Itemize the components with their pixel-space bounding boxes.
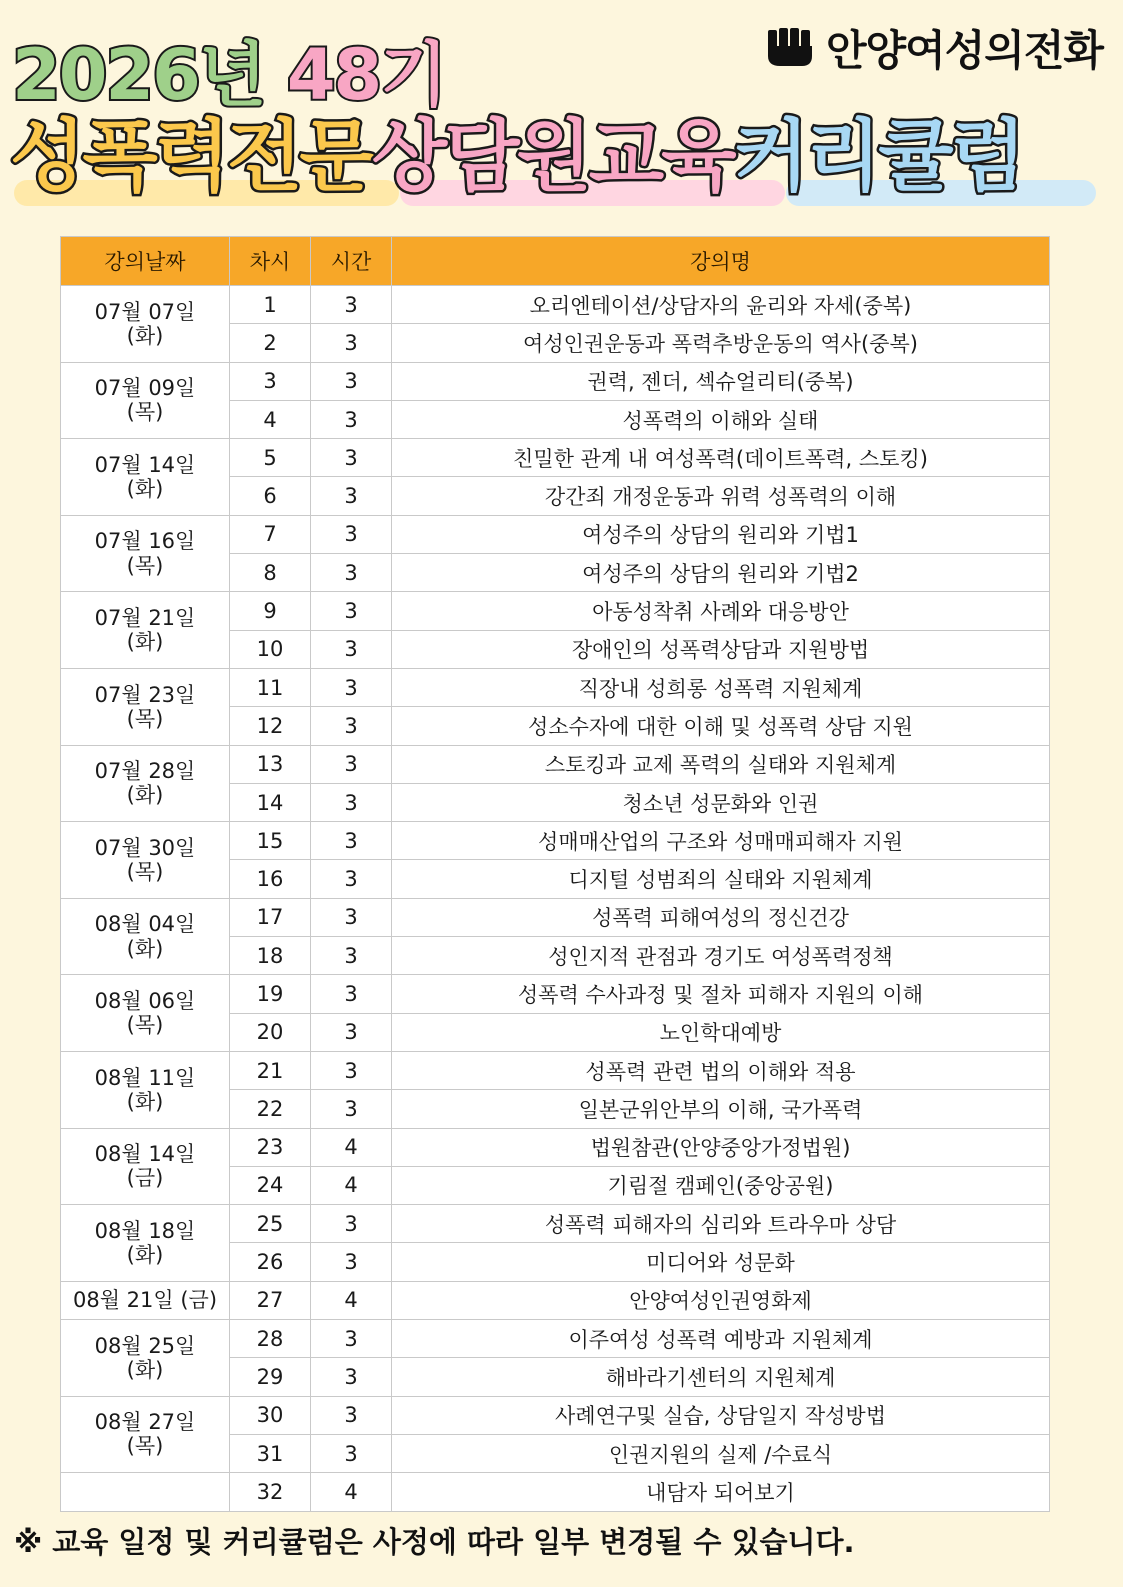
lecture-title: 성폭력 피해여성의 정신건강 (392, 898, 1050, 936)
header-lecture: 강의명 (392, 237, 1050, 286)
lecture-weekday: (목) (126, 1013, 164, 1038)
session-hours: 3 (311, 592, 392, 630)
table-body (61, 286, 1050, 1512)
lecture-date: 07월 09일 (94, 376, 196, 401)
table-row (61, 1396, 1050, 1434)
session-hours: 3 (311, 1358, 392, 1396)
lecture-date-cell (61, 668, 230, 745)
title-year-cohort (12, 34, 446, 116)
table-header-row (61, 237, 1050, 286)
session-number: 13 (230, 745, 311, 783)
lecture-date-cell (61, 1051, 230, 1128)
lecture-date-cell (61, 1205, 230, 1282)
lecture-date: 08월 21일 (금) (72, 1288, 218, 1313)
session-number: 9 (230, 592, 311, 630)
lecture-title: 사례연구및 실습, 상담일지 작성방법 (392, 1396, 1050, 1434)
lecture-title: 여성인권운동과 폭력추방운동의 역사(중복) (392, 324, 1050, 362)
main-title (10, 112, 1023, 202)
session-number: 27 (230, 1281, 311, 1319)
table-row (61, 1320, 1050, 1358)
table-row (61, 822, 1050, 860)
lecture-title: 법원참관(안양중앙가정법원) (392, 1128, 1050, 1166)
lecture-date: 08월 27일 (94, 1410, 196, 1435)
table-row (61, 1205, 1050, 1243)
lecture-date-cell (61, 1396, 230, 1473)
session-number: 7 (230, 515, 311, 553)
session-hours: 3 (311, 937, 392, 975)
footnote: ※ 교육 일정 및 커리큘럼은 사정에 따라 일부 변경될 수 있습니다. (14, 1525, 855, 1559)
table-row (61, 286, 1050, 324)
session-number: 12 (230, 707, 311, 745)
table-row (61, 1051, 1050, 1089)
lecture-date: 07월 14일 (94, 452, 196, 477)
lecture-weekday: (목) (126, 400, 164, 425)
session-hours: 3 (311, 1013, 392, 1051)
lecture-date-cell (61, 898, 230, 975)
session-number: 24 (230, 1166, 311, 1204)
session-number: 28 (230, 1320, 311, 1358)
lecture-title: 강간죄 개정운동과 위력 성폭력의 이해 (392, 477, 1050, 515)
session-hours: 3 (311, 898, 392, 936)
table-row (61, 592, 1050, 630)
lecture-date: 08월 25일 (94, 1333, 196, 1358)
session-hours: 3 (311, 822, 392, 860)
session-number: 6 (230, 477, 311, 515)
title-year: 2026년 (12, 34, 265, 116)
lecture-date-cell (61, 362, 230, 439)
session-hours: 3 (311, 362, 392, 400)
table-row (61, 1281, 1050, 1319)
session-number: 19 (230, 975, 311, 1013)
lecture-weekday: (화) (126, 936, 164, 961)
lecture-title: 이주여성 성폭력 예방과 지원체계 (392, 1320, 1050, 1358)
lecture-date-cell (61, 1320, 230, 1397)
lecture-title: 성인지적 관점과 경기도 여성폭력정책 (392, 937, 1050, 975)
session-hours: 3 (311, 668, 392, 706)
title-part1: 성폭력전문 (10, 112, 372, 202)
table-row (61, 515, 1050, 553)
session-hours: 3 (311, 707, 392, 745)
lecture-title: 해바라기센터의 지원체계 (392, 1358, 1050, 1396)
lecture-title: 인권지원의 실제 /수료식 (392, 1434, 1050, 1472)
session-hours: 3 (311, 400, 392, 438)
table-row (61, 745, 1050, 783)
session-hours: 3 (311, 1051, 392, 1089)
lecture-weekday: (화) (126, 630, 164, 655)
lecture-title: 스토킹과 교제 폭력의 실태와 지원체계 (392, 745, 1050, 783)
header-session: 차시 (230, 237, 311, 286)
session-hours: 3 (311, 783, 392, 821)
session-number: 22 (230, 1090, 311, 1128)
org-name: 안양여성의전화 (825, 26, 1103, 75)
raised-fist-icon (766, 26, 818, 70)
session-hours: 4 (311, 1166, 392, 1204)
curriculum-table (60, 236, 1050, 1512)
lecture-date: 07월 21일 (94, 606, 196, 631)
lecture-title: 성폭력 수사과정 및 절차 피해자 지원의 이해 (392, 975, 1050, 1013)
session-number: 31 (230, 1434, 311, 1472)
lecture-title: 일본군위안부의 이해, 국가폭력 (392, 1090, 1050, 1128)
session-number: 21 (230, 1051, 311, 1089)
session-hours: 3 (311, 1434, 392, 1472)
lecture-weekday: (목) (126, 859, 164, 884)
lecture-title: 성소수자에 대한 이해 및 성폭력 상담 지원 (392, 707, 1050, 745)
session-hours: 3 (311, 630, 392, 668)
lecture-date: 08월 04일 (94, 912, 196, 937)
session-hours: 3 (311, 324, 392, 362)
lecture-date-cell (61, 975, 230, 1052)
lecture-date: 07월 07일 (94, 299, 196, 324)
lecture-weekday: (목) (126, 706, 164, 731)
lecture-title: 성폭력 관련 법의 이해와 적용 (392, 1051, 1050, 1089)
lecture-title: 노인학대예방 (392, 1013, 1050, 1051)
session-number: 8 (230, 554, 311, 592)
lecture-date: 07월 23일 (94, 682, 196, 707)
session-hours: 3 (311, 554, 392, 592)
session-hours: 3 (311, 1396, 392, 1434)
session-hours: 3 (311, 439, 392, 477)
table-row (61, 975, 1050, 1013)
session-hours: 3 (311, 1205, 392, 1243)
lecture-title: 직장내 성희롱 성폭력 지원체계 (392, 668, 1050, 706)
session-hours: 4 (311, 1281, 392, 1319)
session-number: 26 (230, 1243, 311, 1281)
session-number: 2 (230, 324, 311, 362)
lecture-date: 07월 30일 (94, 835, 196, 860)
lecture-date: 08월 14일 (94, 1142, 196, 1167)
lecture-weekday: (금) (126, 1166, 164, 1191)
session-number: 32 (230, 1473, 311, 1511)
session-number: 30 (230, 1396, 311, 1434)
session-hours: 3 (311, 1320, 392, 1358)
session-number: 23 (230, 1128, 311, 1166)
lecture-title: 오리엔테이션/상담자의 윤리와 자세(중복) (392, 286, 1050, 324)
table-row (61, 1128, 1050, 1166)
table-row (61, 668, 1050, 706)
session-number: 25 (230, 1205, 311, 1243)
header-hours: 시간 (311, 237, 392, 286)
lecture-weekday: (화) (126, 1242, 164, 1267)
table-row (61, 439, 1050, 477)
session-number: 29 (230, 1358, 311, 1396)
lecture-title: 장애인의 성폭력상담과 지원방법 (392, 630, 1050, 668)
lecture-title: 기림절 캠페인(중앙공원) (392, 1166, 1050, 1204)
lecture-title: 내담자 되어보기 (392, 1473, 1050, 1511)
lecture-date: 08월 06일 (94, 989, 196, 1013)
session-hours: 3 (311, 515, 392, 553)
lecture-date: 08월 18일 (94, 1218, 196, 1243)
session-hours: 4 (311, 1473, 392, 1511)
lecture-title: 친밀한 관계 내 여성폭력(데이트폭력, 스토킹) (392, 439, 1050, 477)
title-part3: 커리큘럼 (733, 112, 1023, 202)
session-number: 17 (230, 898, 311, 936)
table-row (61, 898, 1050, 936)
session-hours: 3 (311, 860, 392, 898)
session-number: 10 (230, 630, 311, 668)
session-number: 15 (230, 822, 311, 860)
lecture-title: 안양여성인권영화제 (392, 1281, 1050, 1319)
lecture-date-cell (61, 515, 230, 592)
lecture-weekday: (화) (126, 476, 164, 501)
session-number: 11 (230, 668, 311, 706)
session-number: 16 (230, 860, 311, 898)
session-hours: 3 (311, 975, 392, 1013)
lecture-date-cell (61, 1128, 230, 1205)
session-number: 3 (230, 362, 311, 400)
session-hours: 3 (311, 477, 392, 515)
lecture-weekday: (화) (126, 783, 164, 808)
lecture-date-cell (61, 286, 230, 363)
lecture-title: 성폭력 피해자의 심리와 트라우마 상담 (392, 1205, 1050, 1243)
session-hours: 3 (311, 1243, 392, 1281)
lecture-date-cell (61, 1473, 230, 1511)
lecture-weekday: (화) (126, 323, 164, 348)
session-number: 4 (230, 400, 311, 438)
session-number: 5 (230, 439, 311, 477)
lecture-title: 청소년 성문화와 인권 (392, 783, 1050, 821)
session-hours: 3 (311, 1090, 392, 1128)
session-number: 18 (230, 937, 311, 975)
lecture-title: 디지털 성범죄의 실태와 지원체계 (392, 860, 1050, 898)
lecture-title: 권력, 젠더, 섹슈얼리티(중복) (392, 362, 1050, 400)
title-part2: 상담원교육 (371, 112, 734, 202)
table-row (61, 1473, 1050, 1511)
session-number: 14 (230, 783, 311, 821)
lecture-date: 07월 28일 (94, 759, 196, 784)
table-row (61, 362, 1050, 400)
session-hours: 4 (311, 1128, 392, 1166)
lecture-title: 여성주의 상담의 원리와 기법1 (392, 515, 1050, 553)
session-number: 1 (230, 286, 311, 324)
lecture-title: 여성주의 상담의 원리와 기법2 (392, 554, 1050, 592)
lecture-date-cell (61, 592, 230, 669)
lecture-date-cell (61, 1281, 230, 1319)
lecture-weekday: (화) (126, 1089, 164, 1114)
lecture-title: 아동성착취 사례와 대응방안 (392, 592, 1050, 630)
lecture-title: 성폭력의 이해와 실태 (392, 400, 1050, 438)
session-number: 20 (230, 1013, 311, 1051)
lecture-title: 성매매산업의 구조와 성매매피해자 지원 (392, 822, 1050, 860)
session-hours: 3 (311, 286, 392, 324)
lecture-weekday: (목) (126, 553, 164, 578)
lecture-date-cell (61, 745, 230, 822)
lecture-weekday: (목) (126, 1434, 164, 1459)
lecture-date: 07월 16일 (94, 529, 196, 554)
org-logo (766, 18, 1103, 78)
title-cohort: 48기 (286, 34, 446, 116)
lecture-date-cell (61, 822, 230, 899)
lecture-date-cell (61, 439, 230, 516)
lecture-date: 08월 11일 (94, 1065, 196, 1090)
lecture-title: 미디어와 성문화 (392, 1243, 1050, 1281)
session-hours: 3 (311, 745, 392, 783)
header-date: 강의날짜 (61, 237, 230, 286)
lecture-weekday: (화) (126, 1357, 164, 1382)
